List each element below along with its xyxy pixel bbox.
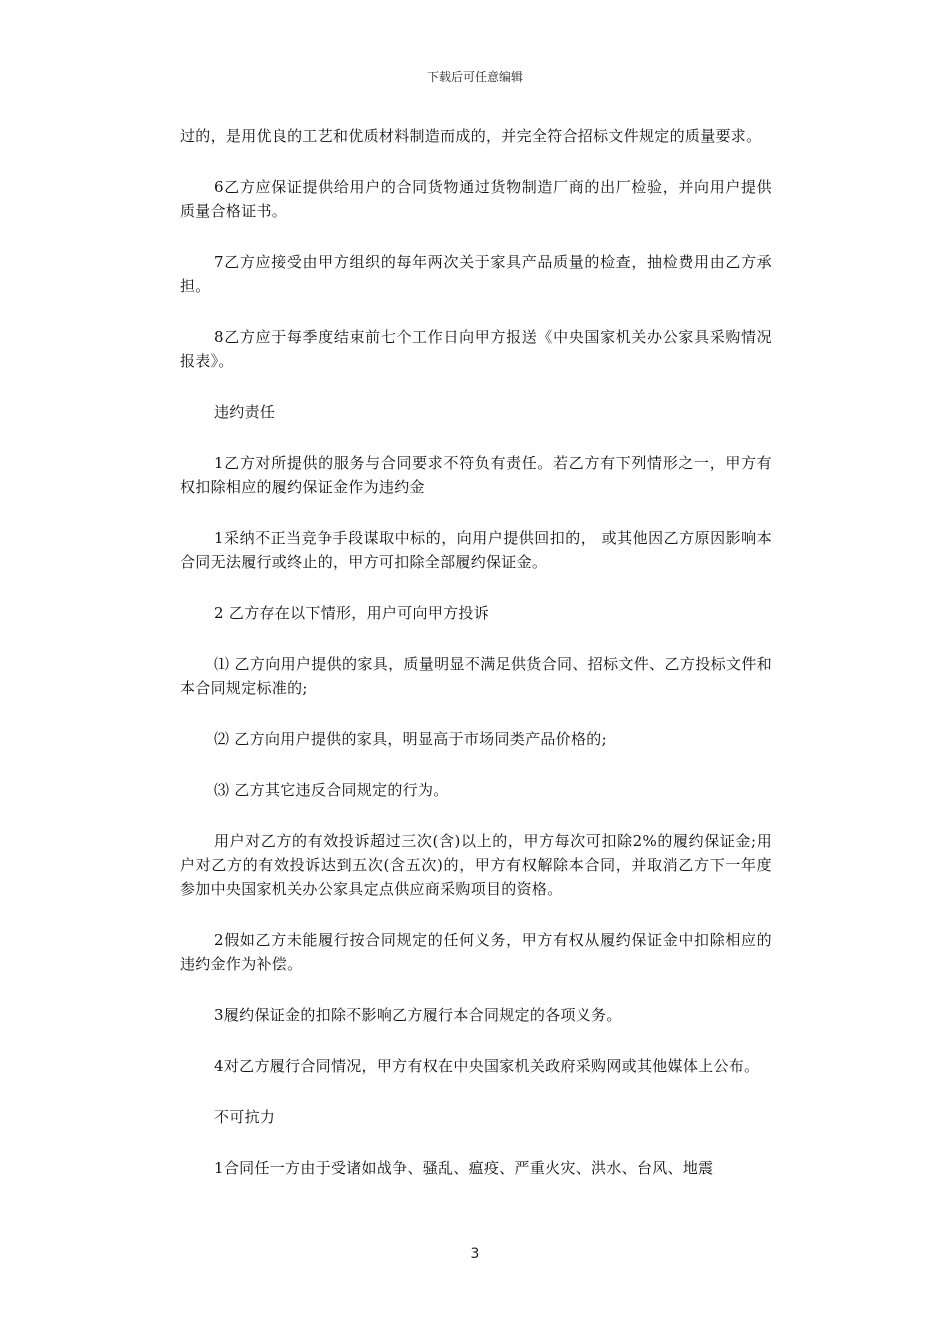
document-body <box>180 124 772 1207</box>
section-heading-breach: 违约责任 <box>214 403 276 421</box>
paragraph-8: 2 乙方存在以下情形，用户可向甲方投诉 <box>214 604 490 622</box>
section-heading-force-majeure: 不可抗力 <box>214 1108 276 1126</box>
paragraph-4: 8乙方应于每季度结束前七个工作日向甲方报送《中央国家机关办公家具采购情况报表》。 <box>180 328 772 370</box>
page-number: 3 <box>470 1246 480 1262</box>
paragraph-17: 1合同任一方由于受诸如战争、骚乱、瘟疫、严重火灾、洪水、台风、地震 <box>214 1159 714 1177</box>
page-header: 下载后可任意编辑 <box>426 70 523 84</box>
paragraph-10: ⑵ 乙方向用户提供的家具，明显高于市场同类产品价格的; <box>214 730 607 748</box>
paragraph-15: 4对乙方履行合同情况，甲方有权在中央国家机关政府采购网或其他媒体上公布。 <box>214 1057 760 1075</box>
paragraph-9: ⑴ 乙方向用户提供的家具，质量明显不满足供货合同、招标文件、乙方投标文件和本合同规定标准的; <box>180 655 772 697</box>
paragraph-6: 1乙方对所提供的服务与合同要求不符负有责任。若乙方有下列情形之一，甲方有权扣除相应的履约保证金作为违约金 <box>180 454 772 496</box>
paragraph-2: 6乙方应保证提供给用户的合同货物通过货物制造厂商的出厂检验，并向用户提供质量合格证书。 <box>180 178 772 220</box>
paragraph-13: 2假如乙方未能履行按合同规定的任何义务，甲方有权从履约保证金中扣除相应的违约金作为补偿。 <box>180 931 772 973</box>
paragraph-11: ⑶ 乙方其它违反合同规定的行为。 <box>214 781 449 799</box>
paragraph-1: 过的，是用优良的工艺和优质材料制造而成的，并完全符合招标文件规定的质量要求。 <box>180 127 762 145</box>
paragraph-14: 3履约保证金的扣除不影响乙方履行本合同规定的各项义务。 <box>214 1006 622 1024</box>
paragraph-12: 用户对乙方的有效投诉超过三次(含)以上的，甲方每次可扣除2%的履约保证金;用户对乙方的有效投诉达到五次(含五次)的，甲方有权解除本合同，并取消乙方下一年度参加中央国家机关办公家具定点供应商采购项目的资格。 <box>180 832 772 898</box>
paragraph-3: 7乙方应接受由甲方组织的每年两次关于家具产品质量的检查，抽检费用由乙方承担。 <box>180 253 772 295</box>
paragraph-7: 1采纳不正当竞争手段谋取中标的，向用户提供回扣的， 或其他因乙方原因影响本合同无法履行或终止的，甲方可扣除全部履约保证金。 <box>180 529 772 571</box>
